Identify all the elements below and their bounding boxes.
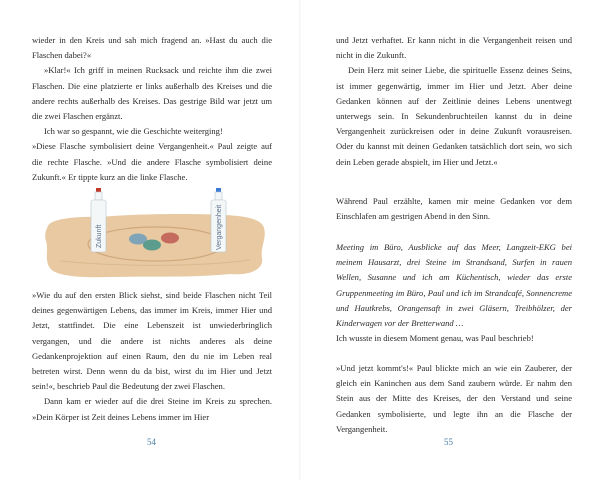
paragraph: »Und jetzt kommt's!« Paul blickte mich an wie ein Zauberer, der gleich ein Kaninchen aus dem Sand zaubern würde. Er nahm den Stein aus der Mitte des Kreises, der den Verstand und seine Gedanken symbolisierte, und legte ihn an die Flasche der Vergangenheit. (336, 363, 572, 434)
right-paragraph-2 (336, 194, 572, 224)
right-paragraph-5 (336, 361, 572, 437)
paragraph: »Klar!« Ich griff in meinen Rucksack und reichte ihm die zwei Flaschen. Die eine platzierte er links außerhalb des Kreises und die andere rechts außerhalb des Kreises. Das gestrige Bild war jetzt um die zwei Flaschen ergänzt. (32, 65, 272, 122)
bottle-label-zukunft: Zukunft (96, 224, 103, 248)
paragraph: »Diese Flasche symbolisiert deine Vergangenheit.« Paul zeigte auf die rechte Flasche. »Und die andere Flasche symbolisiert deine Zukunft.« Er tippte kurz an die linke Flasche. (32, 141, 272, 182)
left-text-block-1 (32, 33, 272, 185)
paragraph: Ich wusste in diesem Moment genau, was Paul beschrieb! (336, 333, 534, 343)
paragraph: Während Paul erzählte, kamen mir meine Gedanken vor dem Einschlafen am gestrigen Abend in den Sinn. (336, 196, 572, 222)
paragraph: »Wie du auf den ersten Blick siehst, sind beide Flaschen nicht Teil deines gegenwärtigen Lebens, das immer im Kreis, immer Hier und Jetzt, stattfindet. Die eine Lebenszeit ist unwiederbringlich vergangen, und die andere ist nichts anderes als deine Gedankenprojektion auf einen Raum, den du nie im Leben real betreten wirst. Denn wenn du da bist, wirst du im Hier und Jetzt sein!«, beschrieb Paul die Bedeutung der zwei Flaschen. (32, 290, 272, 392)
left-bottle (91, 188, 106, 252)
bottle-label-vergangenheit: Vergangenheit (216, 204, 223, 250)
paragraph: und Jetzt verhaftet. Er kann nicht in die Vergangenheit reisen und nicht in die Zukunft. (336, 35, 572, 61)
page-number-left: 54 (147, 437, 156, 447)
left-text-block-2 (32, 288, 272, 425)
right-text-block-1 (336, 33, 572, 170)
right-bottle (211, 188, 226, 252)
sand-circle-illustration (40, 186, 270, 282)
bottle-cap-icon (216, 188, 221, 192)
right-italic-block (336, 240, 572, 331)
page-number-right: 55 (444, 437, 453, 447)
paragraph: Dann kam er wieder auf die drei Steine im Kreis zu sprechen. »Dein Körper ist Zeit deines Lebens immer im Hier (32, 396, 272, 422)
bottle-cap-icon (96, 188, 101, 192)
italic-paragraph: Meeting im Büro, Ausblicke auf das Meer, Langzeit-EKG bei meinem Hausarzt, drei Steine im Strandsand, Surfen in rauen Wellen, Susanne und ich am Küchentisch, wieder das erste Gruppenmeeting im Büro, Paul und ich im Strandcafé, Sonnencreme und Hautkrebs, Orangensaft in zwei Gläsern, Treibhölzer, der Kinderwagen vor der Bretterwand … (336, 242, 572, 329)
green-stone (143, 240, 161, 251)
paragraph: Ich war so gespannt, wie die Geschichte weiterging! (44, 126, 223, 137)
paragraph: Dein Herz mit seiner Liebe, die spirituelle Essenz deines Seins, ist immer gegenwärtig, immer im Hier und Jetzt. Aber deine Gedanken können auf der Zeitlinie deines Lebens unentwegt unterwegs sein. In Sekundenbruchteilen kannst du in deine Vergangenheit zurückreisen oder in deine Zukunft vorausreisen. Oder du kannst mit deinen Gedanken tatsächlich dort sein, wo sich dein Leben gerade abspielt, im Hier und Jetzt.« (336, 65, 572, 167)
red-stone (161, 233, 179, 244)
right-paragraph-4 (336, 331, 572, 346)
paragraph: wieder in den Kreis und sah mich fragend an. »Hast du auch die Flaschen dabei?« (32, 35, 272, 61)
